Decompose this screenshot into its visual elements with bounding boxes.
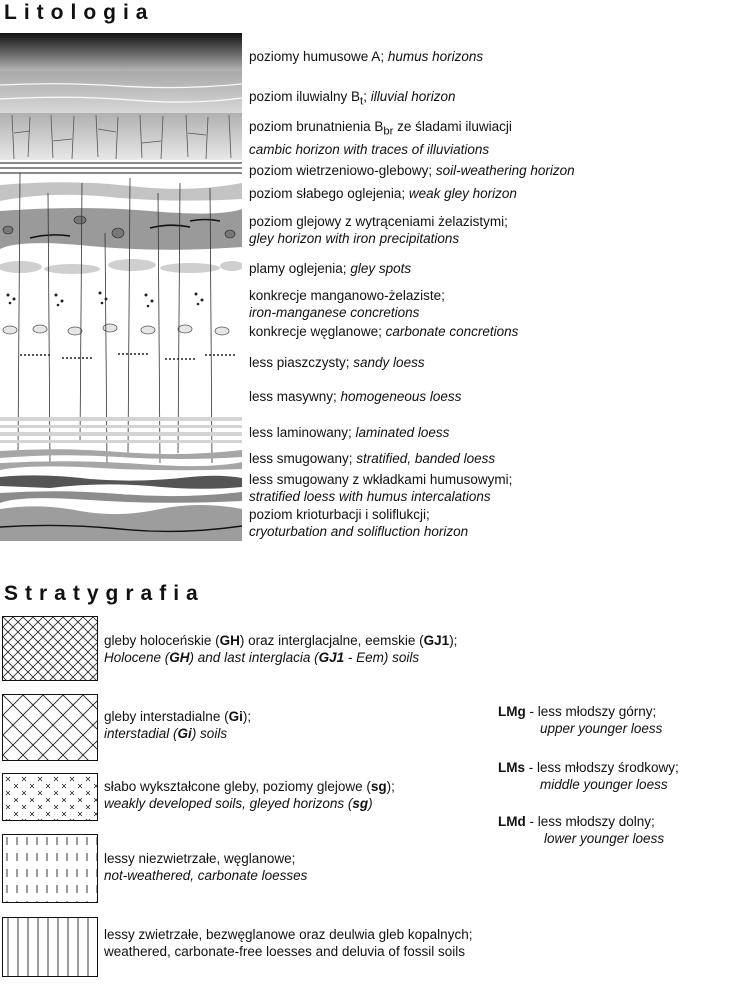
lith-label-en: laminated loess: [355, 425, 450, 440]
legend-en: middle younger loess: [540, 777, 668, 792]
lithology-title: Litologia: [4, 1, 155, 24]
lith-label-sub: t: [360, 95, 364, 108]
strat-text: gleby holoceńskie (: [104, 633, 220, 648]
lith-item-sandy-loess: [249, 354, 425, 371]
lith-label-pl: less piaszczysty;: [249, 355, 354, 370]
lith-item-humus: [249, 48, 483, 65]
lith-item-gley-iron: [249, 213, 508, 247]
lith-label-pl: plamy oglejenia;: [249, 261, 351, 276]
strat-text: słabo wykształcone gleby, poziomy glejowe (: [104, 779, 371, 794]
strat-text: weathered, carbonate-free loesses and deluvia of fossil soils: [104, 944, 465, 959]
legend-code: LMs: [498, 760, 525, 775]
strat-text: interstadial (: [104, 726, 178, 741]
lith-label-pl: konkrecje manganowo-żelaziste;: [249, 288, 445, 303]
lith-label-pl: poziom iluwialny B: [249, 89, 361, 104]
strat-text: weakly developed soils, gleyed horizons (: [104, 796, 353, 811]
stratigraphy-title: Stratygrafia: [4, 582, 205, 605]
lith-label-en: gley horizon with iron precipitations: [249, 231, 460, 246]
lith-label-en: illuvial horizon: [370, 89, 456, 104]
swatch-weak-soils: [2, 773, 98, 821]
lith-label-en: stratified loess with humus intercalations: [249, 489, 491, 504]
strat-code: Gi: [177, 726, 192, 741]
strat-text: lessy niezwietrzałe, węglanowe;: [104, 851, 296, 866]
lith-label-pl: ;: [363, 89, 371, 104]
lith-label-pl: poziom wietrzeniowo-glebowy;: [249, 163, 436, 178]
strat-text: );: [386, 779, 395, 794]
swatch-holocene-soils: [2, 616, 98, 681]
lith-item-humus-intercalations: [249, 471, 512, 505]
strat-text: not-weathered, carbonate loesses: [104, 868, 308, 883]
lith-label-en: weak gley horizon: [408, 186, 517, 201]
lith-label-en: soil-weathering horizon: [435, 163, 575, 178]
legend-pl: - less młodszy dolny;: [525, 814, 655, 829]
strat-text: Holocene (: [104, 650, 170, 665]
lith-label-en: gley spots: [350, 261, 412, 276]
lith-label-pl: poziom brunatnienia B: [249, 119, 384, 134]
swatch-interstadial-soils: [2, 694, 98, 761]
lith-label-en: carbonate concretions: [385, 324, 519, 339]
strat-desc-weathered-loess: [104, 926, 472, 960]
strat-text: ) and last interglacia (: [189, 650, 319, 665]
legend-pl: - less młodszy środkowy;: [525, 760, 679, 775]
lith-label-pl: poziom słabego oglejenia;: [249, 186, 409, 201]
lith-label-en: iron-manganese concretions: [249, 305, 420, 320]
legend-lms: [498, 759, 679, 793]
lith-label-pl: less smugowany z wkładkami humusowymi;: [249, 472, 513, 487]
swatch-weathered-loess: [2, 917, 98, 977]
strat-code: GH: [169, 650, 190, 665]
lith-label-en: cryoturbation and solifluction horizon: [249, 524, 469, 539]
strat-desc-carbonate-loess: [104, 850, 307, 884]
strat-code: GJ1: [423, 633, 450, 648]
legend-pl: - less młodszy górny;: [525, 704, 657, 719]
lith-item-carbonate: [249, 323, 518, 340]
strat-desc-holocene: [104, 632, 457, 666]
swatch-carbonate-loess: [2, 834, 98, 903]
lith-item-illuvial: [249, 88, 456, 111]
strat-desc-weak-soils: [104, 778, 395, 812]
strat-text: lessy zwietrzałe, bezwęglanowe oraz deulwia gleb kopalnych;: [104, 927, 473, 942]
lith-item-cryoturbation: [249, 506, 468, 540]
strat-text: );: [449, 633, 458, 648]
legend-lmd: [498, 813, 664, 847]
lith-label-pl: less masywny;: [249, 389, 341, 404]
lith-label-en: cambic horizon with traces of illuviations: [249, 141, 490, 157]
lith-item-homogeneous: [249, 388, 461, 405]
lith-label-sub: br: [383, 125, 394, 138]
lithology-column: [0, 33, 242, 541]
lith-item-weak-gley: [249, 185, 517, 202]
lith-label-pl: poziom glejowy z wytrąceniami żelazistymi;: [249, 214, 508, 229]
strat-code: sg: [370, 779, 387, 794]
strat-text: - Eem) soils: [344, 650, 420, 665]
legend-code: LMd: [498, 814, 526, 829]
lith-label-pl: konkrecje węglanowe;: [249, 324, 386, 339]
lith-item-fe-mn: [249, 287, 445, 321]
lith-item-banded: [249, 450, 495, 467]
lith-item-cambic: [249, 118, 512, 158]
legend-lmg: [498, 703, 662, 737]
lith-label-pl: ze śladami iluwiacji: [393, 119, 512, 134]
lith-label-en: humus horizons: [387, 49, 484, 64]
strat-code: GJ1: [318, 650, 345, 665]
strat-text: );: [242, 709, 252, 724]
lith-item-soil-weathering: [249, 162, 575, 179]
strat-code: Gi: [228, 709, 243, 724]
legend-en: upper younger loess: [540, 721, 663, 736]
strat-text: ) oraz interglacjalne, eemskie (: [239, 633, 424, 648]
lith-label-pl: less laminowany;: [249, 425, 356, 440]
lith-label-en: sandy loess: [353, 355, 425, 370]
lith-label-en: stratified, banded loess: [356, 451, 496, 466]
lith-item-gley-spots: [249, 260, 411, 277]
lith-label-pl: poziom krioturbacji i soliflukcji;: [249, 507, 430, 522]
strat-text: ) soils: [191, 726, 228, 741]
strat-code: sg: [352, 796, 369, 811]
strat-text: gleby interstadialne (: [104, 709, 229, 724]
strat-text: ): [368, 796, 373, 811]
strat-desc-interstadial: [104, 708, 251, 742]
lith-label-en: homogeneous loess: [340, 389, 462, 404]
strat-code: GH: [219, 633, 240, 648]
lith-label-pl: less smugowany;: [249, 451, 357, 466]
legend-en: lower younger loess: [544, 831, 665, 846]
lith-label-pl: poziomy humusowe A;: [249, 49, 388, 64]
lith-item-laminated: [249, 424, 449, 441]
legend-code: LMg: [498, 704, 526, 719]
